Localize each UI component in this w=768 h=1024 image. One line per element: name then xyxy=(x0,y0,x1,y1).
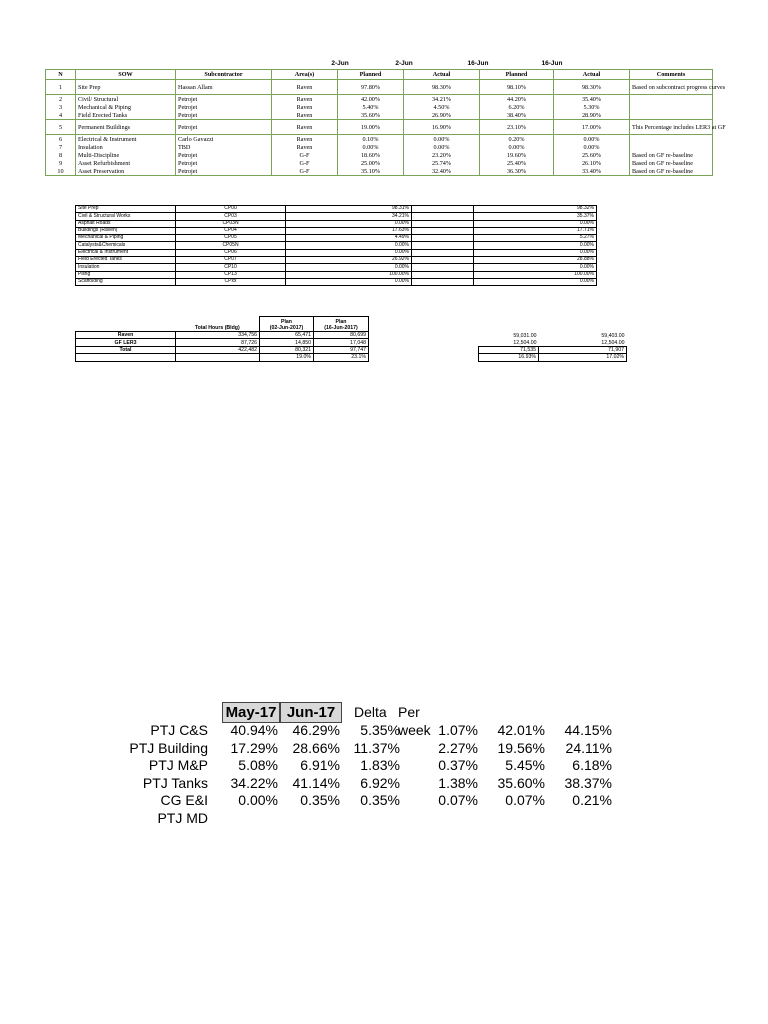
summary-delta: 6.92% xyxy=(360,774,400,791)
actual-hours-16-jun: 17.02% xyxy=(539,354,627,361)
sow-cell: Civil/ Structural xyxy=(76,95,176,104)
cp-row xyxy=(76,227,597,234)
cp-name: Insulation xyxy=(76,264,176,271)
cp-value-2: 35.37% xyxy=(474,213,597,220)
actual-2-cell: 0.00% xyxy=(554,135,630,144)
summary-c5: 35.60% xyxy=(497,774,545,791)
cp-spacer xyxy=(412,227,474,234)
area-cell: Raven xyxy=(272,111,338,120)
subcontractor-cell: Petrojet xyxy=(176,95,272,104)
summary-delta: 11.37% xyxy=(353,739,400,756)
planned-2-cell: 38.40% xyxy=(480,111,554,120)
cp-code: CP05 xyxy=(176,235,286,242)
sow-cell: Permanent Buildings xyxy=(76,120,176,135)
cp-value-1: 98.31% xyxy=(286,206,412,213)
progress-row xyxy=(46,80,713,95)
cp-row xyxy=(76,257,597,264)
progress-row xyxy=(46,151,713,159)
subcontractor-cell: Petrojet xyxy=(176,120,272,135)
comment-cell xyxy=(630,111,713,120)
date-planned-1: 2-Jun xyxy=(331,60,349,67)
actual-1-cell: 4.50% xyxy=(404,103,480,111)
col-areas: Area(s) xyxy=(272,70,338,80)
summary-c6: 38.37% xyxy=(564,774,612,791)
actual-1-cell: 0.00% xyxy=(404,135,480,144)
summary-jun: 0.35% xyxy=(300,792,340,808)
cp-value-2: 100.00% xyxy=(474,271,597,278)
summary-label: PTJ C&S xyxy=(150,722,208,738)
col-subcontractor: Subcontractor xyxy=(176,70,272,80)
row-number: 3 xyxy=(46,103,76,111)
summary-delta: 5.35% xyxy=(360,722,400,738)
planned-2-cell: 44.20% xyxy=(480,95,554,104)
cp-value-1: 0.00% xyxy=(286,220,412,227)
progress-row xyxy=(46,143,713,151)
planned-1-cell: 97.80% xyxy=(338,80,404,95)
cp-row xyxy=(76,220,597,227)
hours-total: 422,482 xyxy=(176,346,260,353)
comment-cell: Based on subcontract progress curves xyxy=(630,80,713,95)
cp-value-1: 34.21% xyxy=(286,213,412,220)
subcontractor-cell: Carlo Gavazzi xyxy=(176,135,272,144)
cp-name: Catalysts&Chemicals xyxy=(76,242,176,249)
sow-cell: Mechanical & Piping xyxy=(76,103,176,111)
cp-code: CP04 xyxy=(176,227,286,234)
actual-hours-02-jun: 71,535 xyxy=(479,346,539,353)
hours-plan-1: 80,321 xyxy=(260,346,314,353)
actual-2-cell: 98.30% xyxy=(554,80,630,95)
summary-c6: 24.11% xyxy=(565,739,612,756)
cp-row xyxy=(76,242,597,249)
hours-row xyxy=(76,339,369,346)
actual-2-cell: 33.40% xyxy=(554,167,630,176)
cp-value-2: 0.00% xyxy=(474,249,597,256)
hours-total xyxy=(176,354,260,361)
subcontractor-cell: Hassan Allam xyxy=(176,80,272,95)
cp-name: Scaffolding xyxy=(76,278,176,285)
sow-cell: Field Erected Tanks xyxy=(76,111,176,120)
hours-header-row xyxy=(76,317,369,332)
planned-1-cell: 0.00% xyxy=(338,143,404,151)
actual-1-cell: 32.40% xyxy=(404,167,480,176)
cp-spacer xyxy=(412,213,474,220)
comment-cell: This Percentage includes LER3 at GF xyxy=(630,120,713,135)
planned-2-cell: 23.10% xyxy=(480,120,554,135)
cp-code: CP00 xyxy=(176,206,286,213)
cp-code: CP03N xyxy=(176,220,286,227)
summary-label: PTJ M&P xyxy=(148,757,208,773)
cp-code: CP06 xyxy=(176,249,286,256)
actual-1-cell: 26.90% xyxy=(404,111,480,120)
summary-header-delta: Delta xyxy=(354,704,387,720)
cp-value-2: 5.27% xyxy=(474,235,597,242)
summary-c5: 19.56% xyxy=(497,739,545,756)
area-cell: Raven xyxy=(272,120,338,135)
cp-name: Field Erected Tanks xyxy=(76,257,176,264)
cp-spacer xyxy=(412,264,474,271)
cp-value-2: 0.00% xyxy=(474,278,597,285)
row-number: 2 xyxy=(46,95,76,104)
summary-row xyxy=(110,809,620,827)
row-number: 9 xyxy=(46,159,76,167)
hours-plan-2: 97,747 xyxy=(314,346,369,353)
progress-header-row xyxy=(46,70,713,80)
planned-1-cell: 35.60% xyxy=(338,111,404,120)
cp-value-1: 100.00% xyxy=(286,271,412,278)
hours-total: 334,756 xyxy=(176,332,260,339)
summary-c6: 0.21% xyxy=(572,792,612,808)
subcontractor-cell: Petrojet xyxy=(176,151,272,159)
comment-cell xyxy=(630,143,713,151)
summary-delta: 1.83% xyxy=(360,757,400,773)
cp-code: CP03 xyxy=(176,213,286,220)
summary-jun: 41.14% xyxy=(292,774,340,791)
actual-hours-02-jun: 16.93% xyxy=(479,354,539,361)
subcontractor-cell: Petrojet xyxy=(176,167,272,176)
planned-2-cell: 0.20% xyxy=(480,135,554,144)
row-number: 4 xyxy=(46,111,76,120)
col-actual-2: Actual xyxy=(554,70,630,80)
subcontractor-cell: Petrojet xyxy=(176,111,272,120)
col-sow: SOW xyxy=(76,70,176,80)
summary-row xyxy=(110,791,620,809)
planned-1-cell: 25.00% xyxy=(338,159,404,167)
planned-1-cell: 42.00% xyxy=(338,95,404,104)
area-cell: G-F xyxy=(272,151,338,159)
summary-label: PTJ Building xyxy=(129,739,208,756)
progress-row xyxy=(46,111,713,120)
cp-value-2: 17.71% xyxy=(474,227,597,234)
summary-may: 5.08% xyxy=(238,757,278,773)
col-actual-1: Actual xyxy=(404,70,480,80)
cp-spacer xyxy=(412,220,474,227)
planned-2-cell: 25.40% xyxy=(480,159,554,167)
hours-header-plan-2: Plan (16-Jun-2017) xyxy=(314,317,369,332)
hours-row xyxy=(76,354,369,361)
actual-1-cell: 0.00% xyxy=(404,143,480,151)
actual-2-cell: 0.00% xyxy=(554,143,630,151)
hours-label: GF LER3 xyxy=(76,339,176,346)
col-planned-2: Planned xyxy=(480,70,554,80)
planned-2-cell: 0.00% xyxy=(480,143,554,151)
cp-code: CP13 xyxy=(176,271,286,278)
hours-plan-1: 65,471 xyxy=(260,332,314,339)
cp-value-1: 26.92% xyxy=(286,257,412,264)
cp-value-1: 17.63% xyxy=(286,227,412,234)
planned-1-cell: 5.40% xyxy=(338,103,404,111)
hours-plan-1: 14,850 xyxy=(260,339,314,346)
summary-c6: 6.18% xyxy=(572,757,612,773)
cp-name: Asphalt Roads xyxy=(76,220,176,227)
date-actual-2: 16-Jun xyxy=(541,60,563,67)
cp-row xyxy=(76,206,597,213)
actual-2-cell: 25.60% xyxy=(554,151,630,159)
actual-1-cell: 23.20% xyxy=(404,151,480,159)
actual-1-cell: 25.74% xyxy=(404,159,480,167)
cp-value-1: 0.00% xyxy=(286,242,412,249)
area-cell: G-F xyxy=(272,159,338,167)
cp-name: Civil & Structural Works xyxy=(76,213,176,220)
hours-header-blank xyxy=(76,317,176,332)
row-number: 8 xyxy=(46,151,76,159)
summary-row xyxy=(110,721,620,739)
planned-2-cell: 6.20% xyxy=(480,103,554,111)
planned-1-cell: 19.00% xyxy=(338,120,404,135)
subcontractor-cell: TBD xyxy=(176,143,272,151)
summary-label: CG E&I xyxy=(160,792,208,808)
cp-spacer xyxy=(412,235,474,242)
cp-spacer xyxy=(412,242,474,249)
planned-2-cell: 19.60% xyxy=(480,151,554,159)
summary-week: 0.37% xyxy=(438,757,478,773)
cp-name: Piling xyxy=(76,271,176,278)
planned-1-cell: 35.10% xyxy=(338,167,404,176)
hours-plan-1: 19.0% xyxy=(260,354,314,361)
cp-table xyxy=(75,205,597,286)
area-cell: G-F xyxy=(272,167,338,176)
cp-row xyxy=(76,278,597,285)
actual-hours-row xyxy=(479,346,627,353)
row-number: 1 xyxy=(46,80,76,95)
summary-c6: 44.15% xyxy=(564,722,612,738)
comment-cell xyxy=(630,95,713,104)
hours-row xyxy=(76,346,369,353)
progress-row xyxy=(46,103,713,111)
actual-1-cell: 16.90% xyxy=(404,120,480,135)
cp-name: Mechanical & Piping xyxy=(76,235,176,242)
summary-c5: 42.01% xyxy=(497,722,545,738)
actual-2-cell: 26.10% xyxy=(554,159,630,167)
actual-hours-16-jun: 71,907 xyxy=(539,346,627,353)
cp-row xyxy=(76,249,597,256)
date-planned-2: 16-Jun xyxy=(467,60,489,67)
actual-1-cell: 34.21% xyxy=(404,95,480,104)
hours-table xyxy=(75,316,369,362)
cp-row xyxy=(76,264,597,271)
date-actual-1: 2-Jun xyxy=(395,60,413,67)
cp-value-2: 28.88% xyxy=(474,257,597,264)
progress-row xyxy=(46,167,713,176)
summary-may: 0.00% xyxy=(238,792,278,808)
summary-header-per-week: Per week xyxy=(398,704,431,738)
cp-code: CP07 xyxy=(176,257,286,264)
progress-row xyxy=(46,95,713,104)
actual-hours-02-jun: 59,031.00 xyxy=(513,333,537,340)
actual-2-cell: 28.90% xyxy=(554,111,630,120)
comment-cell xyxy=(630,135,713,144)
summary-week: 1.07% xyxy=(438,722,478,738)
row-number: 5 xyxy=(46,120,76,135)
cp-code: CP10 xyxy=(176,264,286,271)
progress-row xyxy=(46,135,713,144)
row-number: 10 xyxy=(46,167,76,176)
hours-header-total: Total Hours (Bldg) xyxy=(194,325,240,331)
cp-name: Electrical & Instrument xyxy=(76,249,176,256)
hours-row xyxy=(76,332,369,339)
actual-hours-16-jun: 12,504.00 xyxy=(601,339,625,346)
summary-label: PTJ Tanks xyxy=(142,774,208,791)
sow-cell: Insulation xyxy=(76,143,176,151)
actual-2-cell: 17.00% xyxy=(554,120,630,135)
summary-may: 34.22% xyxy=(230,774,278,791)
summary-week: 1.38% xyxy=(438,774,478,791)
cp-spacer xyxy=(412,249,474,256)
cp-name: Buildings (Raven) xyxy=(76,227,176,234)
summary-c5: 5.45% xyxy=(505,757,545,773)
actual-1-cell: 98.30% xyxy=(404,80,480,95)
cp-value-2: 0.00% xyxy=(474,264,597,271)
summary-c5: 0.07% xyxy=(505,792,545,808)
summary-jun: 46.29% xyxy=(292,722,340,738)
summary-header-jun: Jun-17 xyxy=(280,702,342,723)
actual-hours-row xyxy=(479,339,627,346)
cp-spacer xyxy=(412,271,474,278)
cp-code: CPxx xyxy=(176,278,286,285)
hours-label: Raven xyxy=(76,332,176,339)
area-cell: Raven xyxy=(272,80,338,95)
summary-may: 40.94% xyxy=(230,722,278,738)
row-number: 6 xyxy=(46,135,76,144)
actual-hours-02-jun: 12,504.00 xyxy=(513,339,537,346)
summary-jun: 6.91% xyxy=(300,757,340,773)
cp-value-1: 0.00% xyxy=(286,264,412,271)
area-cell: Raven xyxy=(272,135,338,144)
hours-plan-2: 17,048 xyxy=(314,339,369,346)
progress-table xyxy=(45,69,726,176)
hours-total: 87,726 xyxy=(176,339,260,346)
cp-value-1: 4.49% xyxy=(286,235,412,242)
cp-row xyxy=(76,235,597,242)
progress-row xyxy=(46,120,713,135)
actual-hours-row xyxy=(479,354,627,361)
planned-1-cell: 0.10% xyxy=(338,135,404,144)
cp-value-2: 98.32% xyxy=(474,206,597,213)
summary-week: 2.27% xyxy=(438,739,478,756)
comment-cell xyxy=(630,103,713,111)
planned-2-cell: 98.10% xyxy=(480,80,554,95)
sow-cell: Electrical & Instrument xyxy=(76,135,176,144)
summary-label: PTJ MD xyxy=(157,809,208,826)
hours-plan-2: 80,699 xyxy=(314,332,369,339)
progress-row xyxy=(46,159,713,167)
sow-cell: Multi-Discipline xyxy=(76,151,176,159)
actual-hours-table xyxy=(478,333,627,362)
summary-delta: 0.35% xyxy=(360,792,400,808)
summary-row xyxy=(110,774,620,792)
cp-name: Site Prep xyxy=(76,206,176,213)
subcontractor-cell: Petrojet xyxy=(176,103,272,111)
summary-row xyxy=(110,739,620,757)
summary-jun: 28.66% xyxy=(292,739,340,756)
hours-plan-2: 23.1% xyxy=(314,354,369,361)
summary-week: 0.07% xyxy=(438,792,478,808)
cp-value-1: 0.00% xyxy=(286,278,412,285)
area-cell: Raven xyxy=(272,95,338,104)
sow-cell: Asset Refurbishment xyxy=(76,159,176,167)
cp-value-1: 0.00% xyxy=(286,249,412,256)
comment-cell: Based on GF re-baseline xyxy=(630,167,713,176)
planned-1-cell: 18.60% xyxy=(338,151,404,159)
cp-row xyxy=(76,213,597,220)
hours-label xyxy=(76,354,176,361)
comment-cell: Based on GF re-baseline xyxy=(630,159,713,167)
sow-cell: Asset Preservation xyxy=(76,167,176,176)
actual-hours-16-jun: 59,403.00 xyxy=(601,333,625,340)
row-number: 7 xyxy=(46,143,76,151)
col-comments: Comments xyxy=(630,70,713,80)
cp-code: CP05N xyxy=(176,242,286,249)
col-n: N xyxy=(46,70,76,80)
hours-label: Total xyxy=(76,346,176,353)
comment-cell: Based on GF re-baseline xyxy=(630,151,713,159)
cp-value-2: 0.00% xyxy=(474,242,597,249)
hours-header-plan-1: Plan (02-Jun-2017) xyxy=(260,317,314,332)
sow-cell: Site Prep xyxy=(76,80,176,95)
cp-spacer xyxy=(412,257,474,264)
cp-spacer xyxy=(412,206,474,213)
cp-row xyxy=(76,271,597,278)
subcontractor-cell: Petrojet xyxy=(176,159,272,167)
area-cell: Raven xyxy=(272,143,338,151)
actual-2-cell: 35.40% xyxy=(554,95,630,104)
area-cell: Raven xyxy=(272,103,338,111)
actual-2-cell: 5.30% xyxy=(554,103,630,111)
col-planned-1: Planned xyxy=(338,70,404,80)
cp-spacer xyxy=(412,278,474,285)
planned-2-cell: 36.30% xyxy=(480,167,554,176)
summary-may: 17.29% xyxy=(230,739,278,756)
summary-header-may: May-17 xyxy=(222,702,280,723)
cp-value-2: 0.00% xyxy=(474,220,597,227)
summary-row xyxy=(110,756,620,774)
